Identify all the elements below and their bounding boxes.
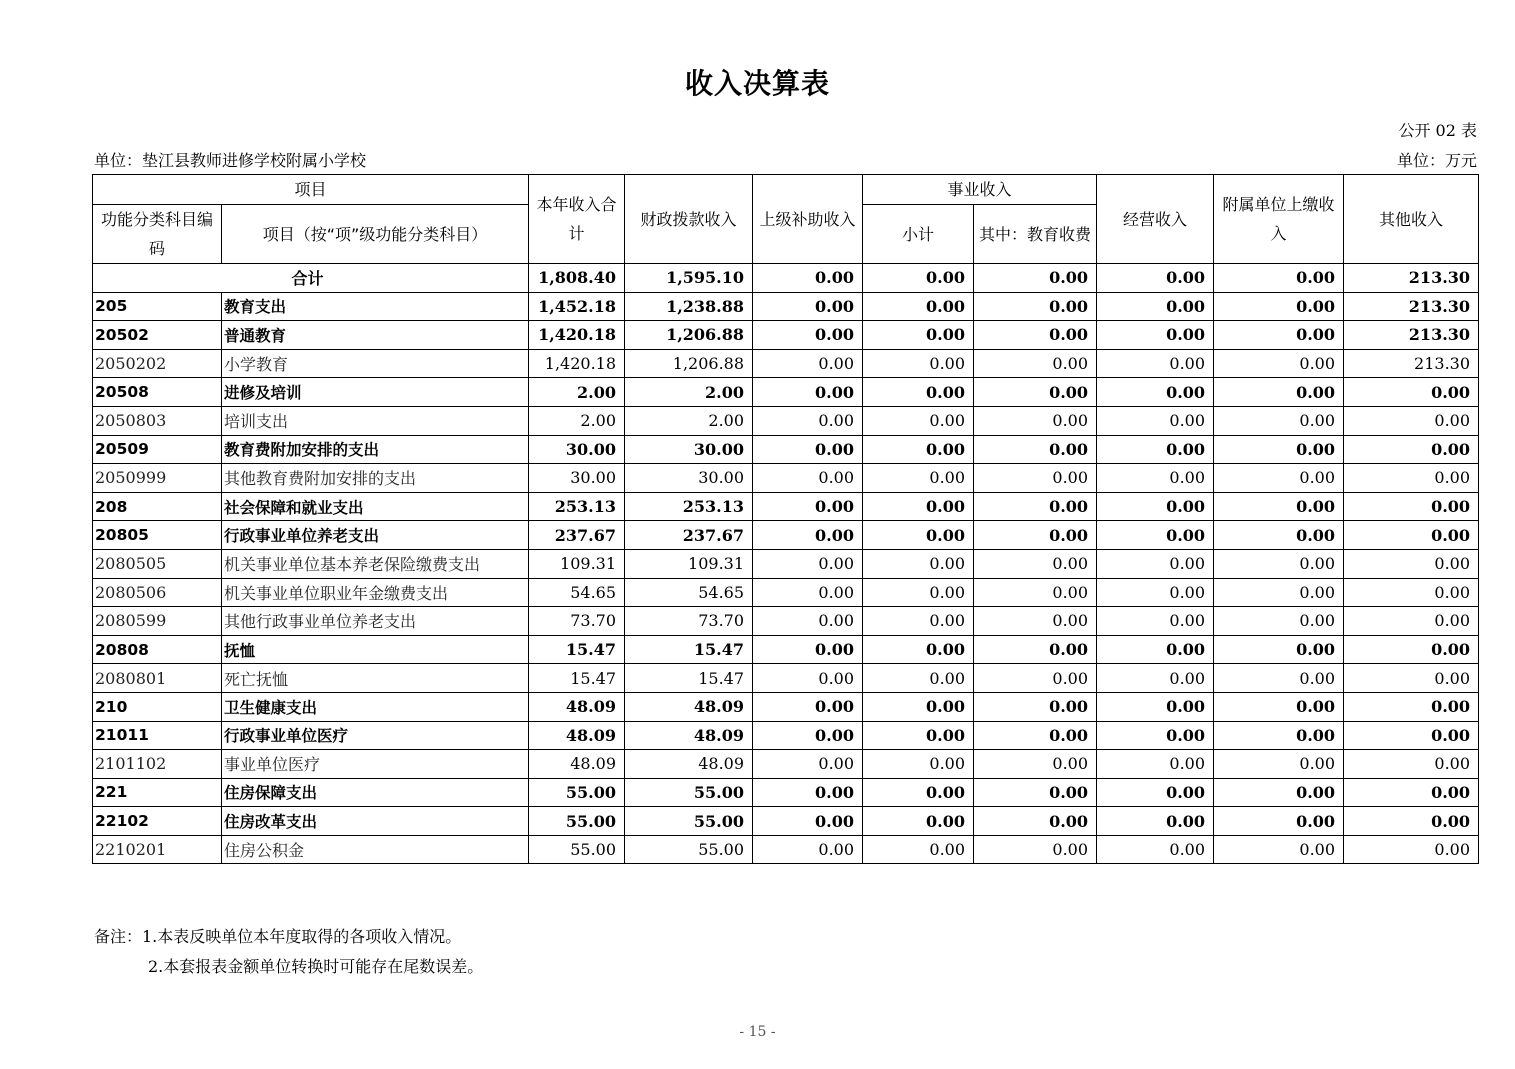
amount-cell: 0.00: [863, 292, 974, 321]
amount-cell: 0.00: [974, 321, 1097, 350]
amount-cell: 0.00: [974, 835, 1097, 864]
amount-cell: 213.30: [1344, 321, 1479, 350]
amount-cell: 0.00: [1097, 635, 1214, 664]
table-row: [93, 321, 1479, 350]
amount-cell: 0.00: [1344, 492, 1479, 521]
amount-cell: 48.09: [625, 721, 753, 750]
form-number: 公开 02 表: [1398, 121, 1477, 140]
amount-cell: 0.00: [974, 378, 1097, 407]
amount-cell: 0.00: [753, 378, 863, 407]
amount-cell: 0.00: [1214, 721, 1344, 750]
amount-cell: 0.00: [974, 549, 1097, 578]
amount-cell: 0.00: [753, 692, 863, 721]
header-func-code: 功能分类科目编码: [93, 205, 222, 264]
amount-cell: 0.00: [863, 607, 974, 636]
amount-cell: 0.00: [1097, 721, 1214, 750]
amount-cell: 0.00: [1214, 435, 1344, 464]
table-row: [93, 378, 1479, 407]
header-item-name: 项目（按“项”级功能分类科目）: [222, 205, 529, 264]
amount-cell: 55.00: [529, 807, 625, 836]
amount-cell: 0.00: [1344, 807, 1479, 836]
amount-cell: 0.00: [1097, 750, 1214, 779]
table-row: [93, 549, 1479, 578]
func-code-cell: 22102: [93, 807, 222, 836]
amount-cell: 0.00: [1214, 835, 1344, 864]
amount-cell: 0.00: [753, 321, 863, 350]
amount-cell: 15.47: [625, 664, 753, 693]
amount-cell: 0.00: [863, 721, 974, 750]
amount-cell: 0.00: [753, 778, 863, 807]
amount-cell: 237.67: [529, 521, 625, 550]
amount-cell: 0.00: [753, 750, 863, 779]
table-row: [93, 578, 1479, 607]
table-row: [93, 464, 1479, 493]
amount-cell: 0.00: [753, 349, 863, 378]
amount-cell: 0.00: [753, 406, 863, 435]
total-cell: 0.00: [863, 264, 974, 293]
amount-cell: 0.00: [1097, 807, 1214, 836]
func-code-cell: 2080506: [93, 578, 222, 607]
amount-cell: 1,206.88: [625, 349, 753, 378]
func-code-cell: 2101102: [93, 750, 222, 779]
amount-cell: 0.00: [974, 778, 1097, 807]
item-name-cell: 培训支出: [222, 406, 529, 435]
amount-cell: 0.00: [1097, 435, 1214, 464]
total-cell: 0.00: [1097, 264, 1214, 293]
item-name-cell: 其他行政事业单位养老支出: [222, 607, 529, 636]
amount-cell: 0.00: [1344, 664, 1479, 693]
amount-cell: 0.00: [1344, 549, 1479, 578]
func-code-cell: 2080599: [93, 607, 222, 636]
amount-cell: 48.09: [625, 692, 753, 721]
amount-cell: 0.00: [1214, 292, 1344, 321]
amount-cell: 0.00: [1214, 349, 1344, 378]
amount-cell: 0.00: [863, 321, 974, 350]
amount-cell: 0.00: [753, 578, 863, 607]
amount-cell: 0.00: [1344, 750, 1479, 779]
header-fiscal: 财政拨款收入: [625, 175, 753, 264]
page-title: 收入决算表: [684, 67, 830, 100]
income-table: [92, 174, 1479, 864]
amount-cell: 0.00: [1097, 406, 1214, 435]
amount-cell: 0.00: [974, 492, 1097, 521]
amount-cell: 0.00: [863, 835, 974, 864]
amount-cell: 0.00: [863, 578, 974, 607]
table-row: [93, 492, 1479, 521]
amount-cell: 1,206.88: [625, 321, 753, 350]
item-name-cell: 普通教育: [222, 321, 529, 350]
table-row: [93, 635, 1479, 664]
table-row: [93, 750, 1479, 779]
func-code-cell: 20808: [93, 635, 222, 664]
amount-cell: 0.00: [1097, 778, 1214, 807]
amount-cell: 0.00: [863, 464, 974, 493]
amount-cell: 55.00: [625, 835, 753, 864]
amount-cell: 0.00: [863, 778, 974, 807]
amount-cell: 0.00: [974, 664, 1097, 693]
table-row: [93, 292, 1479, 321]
amount-cell: 1,238.88: [625, 292, 753, 321]
amount-cell: 0.00: [753, 464, 863, 493]
amount-cell: 109.31: [625, 549, 753, 578]
amount-cell: 15.47: [529, 635, 625, 664]
note-1: 备注：1.本表反映单位本年度取得的各项收入情况。: [94, 927, 462, 946]
amount-cell: 0.00: [974, 292, 1097, 321]
table-row: [93, 835, 1479, 864]
item-name-cell: 住房保障支出: [222, 778, 529, 807]
item-name-cell: 住房改革支出: [222, 807, 529, 836]
amount-cell: 1,420.18: [529, 349, 625, 378]
func-code-cell: 20502: [93, 321, 222, 350]
amount-cell: 0.00: [863, 406, 974, 435]
amount-cell: 0.00: [1344, 578, 1479, 607]
amount-cell: 2.00: [529, 406, 625, 435]
item-name-cell: 行政事业单位医疗: [222, 721, 529, 750]
amount-cell: 0.00: [863, 635, 974, 664]
amount-cell: 0.00: [1097, 692, 1214, 721]
amount-cell: 0.00: [1097, 378, 1214, 407]
table-row: [93, 664, 1479, 693]
table-row: [93, 521, 1479, 550]
item-name-cell: 抚恤: [222, 635, 529, 664]
amount-cell: 0.00: [1214, 321, 1344, 350]
header-subtotal: 小计: [863, 205, 974, 264]
amount-cell: 0.00: [863, 521, 974, 550]
amount-cell: 0.00: [1214, 778, 1344, 807]
amount-cell: 0.00: [753, 492, 863, 521]
item-name-cell: 死亡抚恤: [222, 664, 529, 693]
amount-cell: 0.00: [1097, 292, 1214, 321]
amount-cell: 0.00: [863, 692, 974, 721]
amount-cell: 1,420.18: [529, 321, 625, 350]
amount-cell: 0.00: [1214, 521, 1344, 550]
amount-cell: 0.00: [974, 635, 1097, 664]
item-name-cell: 其他教育费附加安排的支出: [222, 464, 529, 493]
amount-cell: 237.67: [625, 521, 753, 550]
amount-cell: 0.00: [753, 435, 863, 464]
amount-cell: 0.00: [974, 807, 1097, 836]
amount-cell: 0.00: [1214, 378, 1344, 407]
amount-cell: 1,452.18: [529, 292, 625, 321]
item-name-cell: 事业单位医疗: [222, 750, 529, 779]
func-code-cell: 2050803: [93, 406, 222, 435]
amount-cell: 213.30: [1344, 292, 1479, 321]
table-row: [93, 778, 1479, 807]
amount-cell: 0.00: [753, 664, 863, 693]
amount-cell: 2.00: [529, 378, 625, 407]
amount-cell: 0.00: [974, 464, 1097, 493]
amount-cell: 30.00: [529, 435, 625, 464]
amount-cell: 0.00: [974, 406, 1097, 435]
amount-cell: 0.00: [863, 807, 974, 836]
total-cell: 0.00: [753, 264, 863, 293]
amount-cell: 2.00: [625, 406, 753, 435]
amount-cell: 0.00: [974, 521, 1097, 550]
item-name-cell: 社会保障和就业支出: [222, 492, 529, 521]
note-2: 2.本套报表金额单位转换时可能存在尾数误差。: [148, 957, 484, 976]
table-row: [93, 721, 1479, 750]
func-code-cell: 21011: [93, 721, 222, 750]
func-code-cell: 210: [93, 692, 222, 721]
item-name-cell: 教育费附加安排的支出: [222, 435, 529, 464]
amount-cell: 2.00: [625, 378, 753, 407]
total-label: 合计: [93, 264, 529, 293]
item-name-cell: 机关事业单位职业年金缴费支出: [222, 578, 529, 607]
amount-cell: 0.00: [1214, 492, 1344, 521]
amount-cell: 0.00: [1097, 607, 1214, 636]
amount-cell: 0.00: [1214, 464, 1344, 493]
amount-cell: 0.00: [863, 664, 974, 693]
total-cell: 213.30: [1344, 264, 1479, 293]
amount-cell: 0.00: [1097, 835, 1214, 864]
header-total-income: 本年收入合计: [529, 175, 625, 264]
amount-cell: 0.00: [1214, 549, 1344, 578]
item-name-cell: 住房公积金: [222, 835, 529, 864]
amount-cell: 0.00: [1344, 378, 1479, 407]
amount-cell: 0.00: [753, 521, 863, 550]
item-name-cell: 进修及培训: [222, 378, 529, 407]
item-name-cell: 行政事业单位养老支出: [222, 521, 529, 550]
amount-cell: 0.00: [974, 578, 1097, 607]
total-row: [93, 264, 1479, 293]
currency-unit: 单位：万元: [1396, 151, 1477, 170]
table-row: [93, 692, 1479, 721]
amount-cell: 0.00: [1344, 464, 1479, 493]
amount-cell: 0.00: [1214, 750, 1344, 779]
item-name-cell: 卫生健康支出: [222, 692, 529, 721]
amount-cell: 109.31: [529, 549, 625, 578]
amount-cell: 0.00: [974, 721, 1097, 750]
header-edu-fee: 其中：教育收费: [974, 205, 1097, 264]
amount-cell: 0.00: [1344, 721, 1479, 750]
amount-cell: 15.47: [625, 635, 753, 664]
amount-cell: 0.00: [1097, 321, 1214, 350]
func-code-cell: 2050999: [93, 464, 222, 493]
func-code-cell: 2050202: [93, 349, 222, 378]
amount-cell: 0.00: [753, 721, 863, 750]
amount-cell: 48.09: [529, 750, 625, 779]
amount-cell: 0.00: [753, 835, 863, 864]
amount-cell: 0.00: [863, 750, 974, 779]
func-code-cell: 20509: [93, 435, 222, 464]
amount-cell: 55.00: [625, 807, 753, 836]
amount-cell: 0.00: [1214, 807, 1344, 836]
amount-cell: 0.00: [753, 292, 863, 321]
amount-cell: 73.70: [529, 607, 625, 636]
amount-cell: 0.00: [863, 549, 974, 578]
func-code-cell: 2210201: [93, 835, 222, 864]
amount-cell: 0.00: [974, 750, 1097, 779]
amount-cell: 253.13: [625, 492, 753, 521]
amount-cell: 0.00: [1097, 492, 1214, 521]
amount-cell: 0.00: [1344, 692, 1479, 721]
amount-cell: 30.00: [625, 435, 753, 464]
item-name-cell: 机关事业单位基本养老保险缴费支出: [222, 549, 529, 578]
table-row: [93, 607, 1479, 636]
page-number: - 15 -: [739, 1024, 776, 1040]
amount-cell: 0.00: [1097, 349, 1214, 378]
table-row: [93, 349, 1479, 378]
amount-cell: 0.00: [1344, 607, 1479, 636]
amount-cell: 54.65: [625, 578, 753, 607]
amount-cell: 0.00: [974, 435, 1097, 464]
amount-cell: 0.00: [863, 349, 974, 378]
func-code-cell: 2080505: [93, 549, 222, 578]
amount-cell: 0.00: [1344, 435, 1479, 464]
reporting-unit: 单位：垫江县教师进修学校附属小学校: [94, 151, 367, 170]
amount-cell: 0.00: [1344, 778, 1479, 807]
amount-cell: 48.09: [529, 692, 625, 721]
amount-cell: 0.00: [1214, 578, 1344, 607]
amount-cell: 0.00: [753, 807, 863, 836]
amount-cell: 0.00: [1214, 664, 1344, 693]
amount-cell: 30.00: [529, 464, 625, 493]
func-code-cell: 2080801: [93, 664, 222, 693]
amount-cell: 0.00: [974, 349, 1097, 378]
amount-cell: 55.00: [625, 778, 753, 807]
amount-cell: 0.00: [1097, 578, 1214, 607]
amount-cell: 0.00: [1097, 464, 1214, 493]
amount-cell: 0.00: [974, 607, 1097, 636]
amount-cell: 0.00: [1344, 635, 1479, 664]
header-affiliated: 附属单位上缴收入: [1214, 175, 1344, 264]
amount-cell: 73.70: [625, 607, 753, 636]
header-career: 事业收入: [863, 175, 1097, 205]
func-code-cell: 20805: [93, 521, 222, 550]
amount-cell: 0.00: [1214, 692, 1344, 721]
amount-cell: 0.00: [1214, 635, 1344, 664]
amount-cell: 0.00: [1344, 521, 1479, 550]
total-cell: 1,595.10: [625, 264, 753, 293]
amount-cell: 0.00: [1214, 406, 1344, 435]
func-code-cell: 208: [93, 492, 222, 521]
amount-cell: 0.00: [863, 435, 974, 464]
amount-cell: 0.00: [1344, 406, 1479, 435]
amount-cell: 0.00: [753, 635, 863, 664]
amount-cell: 0.00: [1097, 549, 1214, 578]
amount-cell: 0.00: [863, 492, 974, 521]
amount-cell: 0.00: [753, 607, 863, 636]
total-cell: 0.00: [1214, 264, 1344, 293]
table-row: [93, 807, 1479, 836]
amount-cell: 0.00: [753, 549, 863, 578]
amount-cell: 0.00: [1097, 521, 1214, 550]
total-cell: 1,808.40: [529, 264, 625, 293]
func-code-cell: 205: [93, 292, 222, 321]
amount-cell: 213.30: [1344, 349, 1479, 378]
header-project: 项目: [93, 175, 529, 205]
func-code-cell: 221: [93, 778, 222, 807]
item-name-cell: 小学教育: [222, 349, 529, 378]
header-other: 其他收入: [1344, 175, 1479, 264]
table-row: [93, 406, 1479, 435]
header-superior: 上级补助收入: [753, 175, 863, 264]
amount-cell: 55.00: [529, 835, 625, 864]
amount-cell: 0.00: [863, 378, 974, 407]
amount-cell: 30.00: [625, 464, 753, 493]
total-cell: 0.00: [974, 264, 1097, 293]
amount-cell: 48.09: [529, 721, 625, 750]
item-name-cell: 教育支出: [222, 292, 529, 321]
amount-cell: 54.65: [529, 578, 625, 607]
amount-cell: 0.00: [1214, 607, 1344, 636]
amount-cell: 48.09: [625, 750, 753, 779]
amount-cell: 0.00: [1097, 664, 1214, 693]
func-code-cell: 20508: [93, 378, 222, 407]
amount-cell: 15.47: [529, 664, 625, 693]
amount-cell: 0.00: [974, 692, 1097, 721]
table-row: [93, 435, 1479, 464]
amount-cell: 0.00: [1344, 835, 1479, 864]
header-operating: 经营收入: [1097, 175, 1214, 264]
amount-cell: 55.00: [529, 778, 625, 807]
amount-cell: 253.13: [529, 492, 625, 521]
